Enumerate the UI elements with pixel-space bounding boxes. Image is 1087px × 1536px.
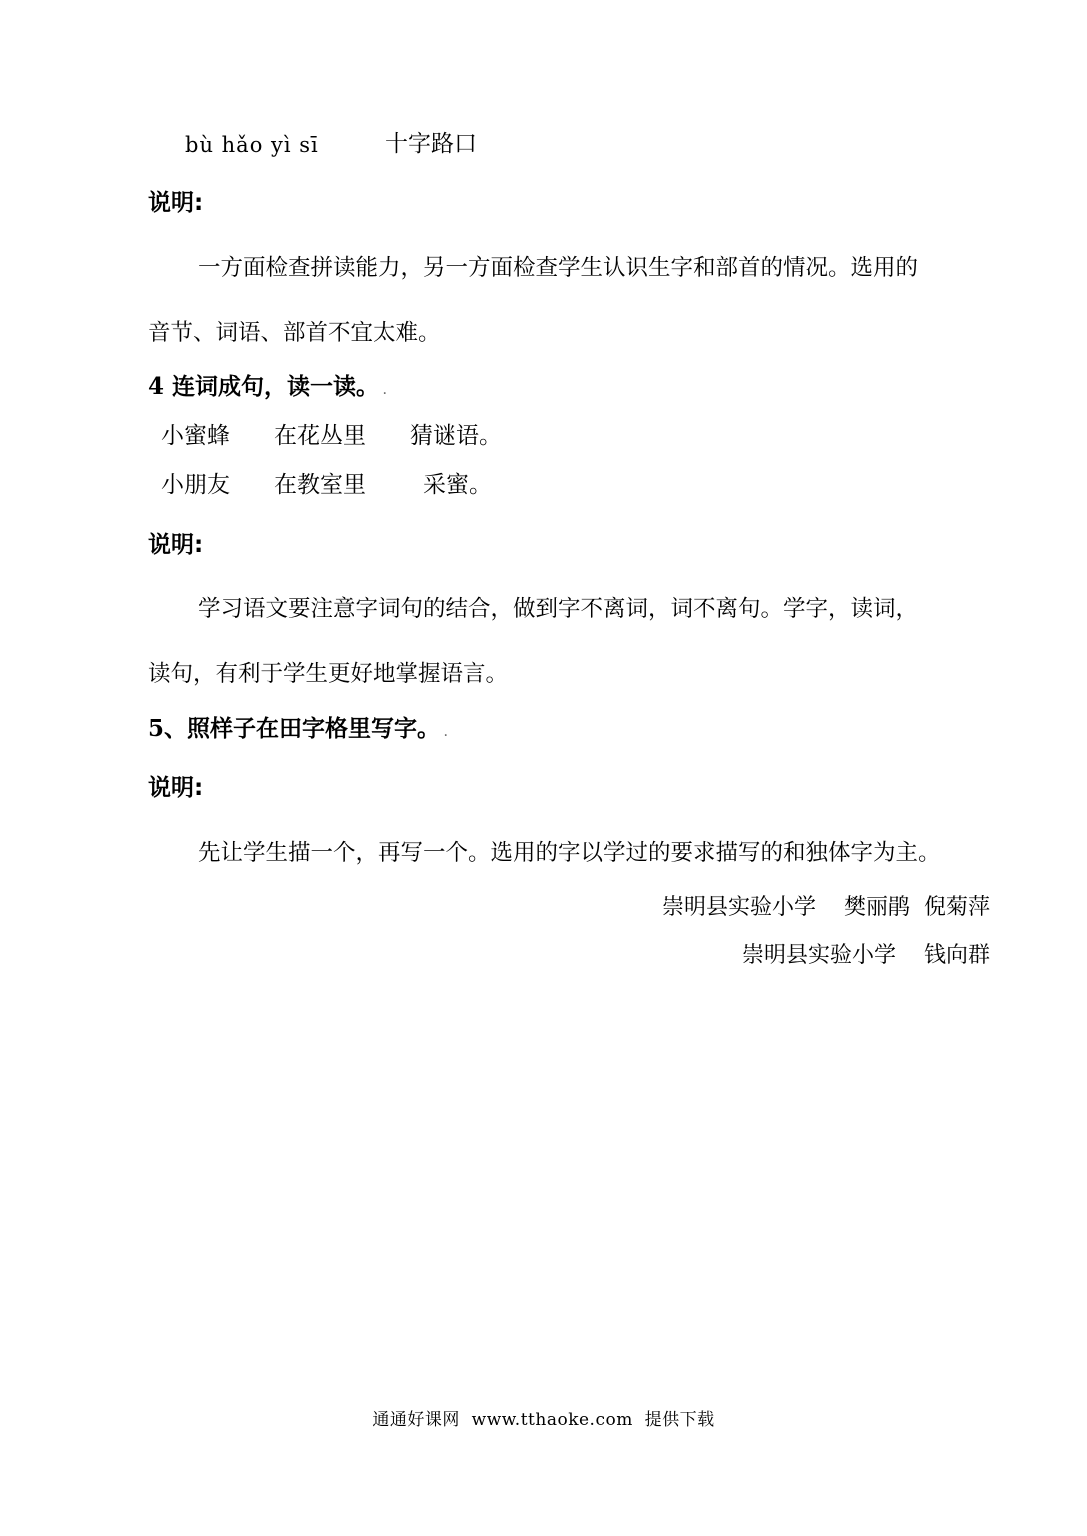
sentence-word: 猜谜语。 <box>410 423 502 449</box>
explanation-heading-3: 说明: <box>148 775 204 801</box>
author-line-1: 崇明县实验小学 樊丽鹃 倪菊萍 <box>662 895 990 920</box>
exercise-4-title-text: 4 连词成句，读一读。 <box>148 373 380 400</box>
page-footer: 通通好课网 www.tthaoke.com 提供下载 <box>372 1410 715 1430</box>
sentence-word: 采蜜。 <box>423 472 492 498</box>
sentence-word: 在花丛里 <box>274 423 366 449</box>
explanation-2-line-2: 读句，有利于学生更好地掌握语言。 <box>148 661 509 687</box>
explanation-heading-2: 说明: <box>148 532 204 558</box>
pinyin-exercise-line <box>185 130 319 160</box>
explanation-1-line-1: 一方面检查拼读能力，另一方面检查学生认识生字和部首的情况。选用的 <box>198 255 919 281</box>
exercise-5-title-text: 5、照样子在田字格里写字。 <box>148 715 441 742</box>
sentence-word: 在教室里 <box>274 472 366 498</box>
sentence-word: 小朋友 <box>161 472 230 498</box>
explanation-2-line-1: 学习语文要注意字词句的结合，做到字不离词，词不离句。学字，读词， <box>198 596 919 622</box>
exercise-5-title: 5、照样子在田字格里写字。 . <box>148 715 448 742</box>
explanation-heading-1: 说明: <box>148 190 204 216</box>
exercise-4-title: 4 连词成句，读一读。 . <box>148 373 387 400</box>
explanation-1-line-2: 音节、词语、部首不宜太难。 <box>148 320 441 346</box>
pinyin-text: bù hǎo yì sī <box>185 133 319 157</box>
pinyin-word: 十字路口 <box>385 131 477 157</box>
sentence-word: 小蜜蜂 <box>161 423 230 449</box>
explanation-3-line-1: 先让学生描一个，再写一个。选用的字以学过的要求描写的和独体字为主。 <box>198 840 941 866</box>
author-line-2: 崇明县实验小学 钱向群 <box>742 943 990 968</box>
